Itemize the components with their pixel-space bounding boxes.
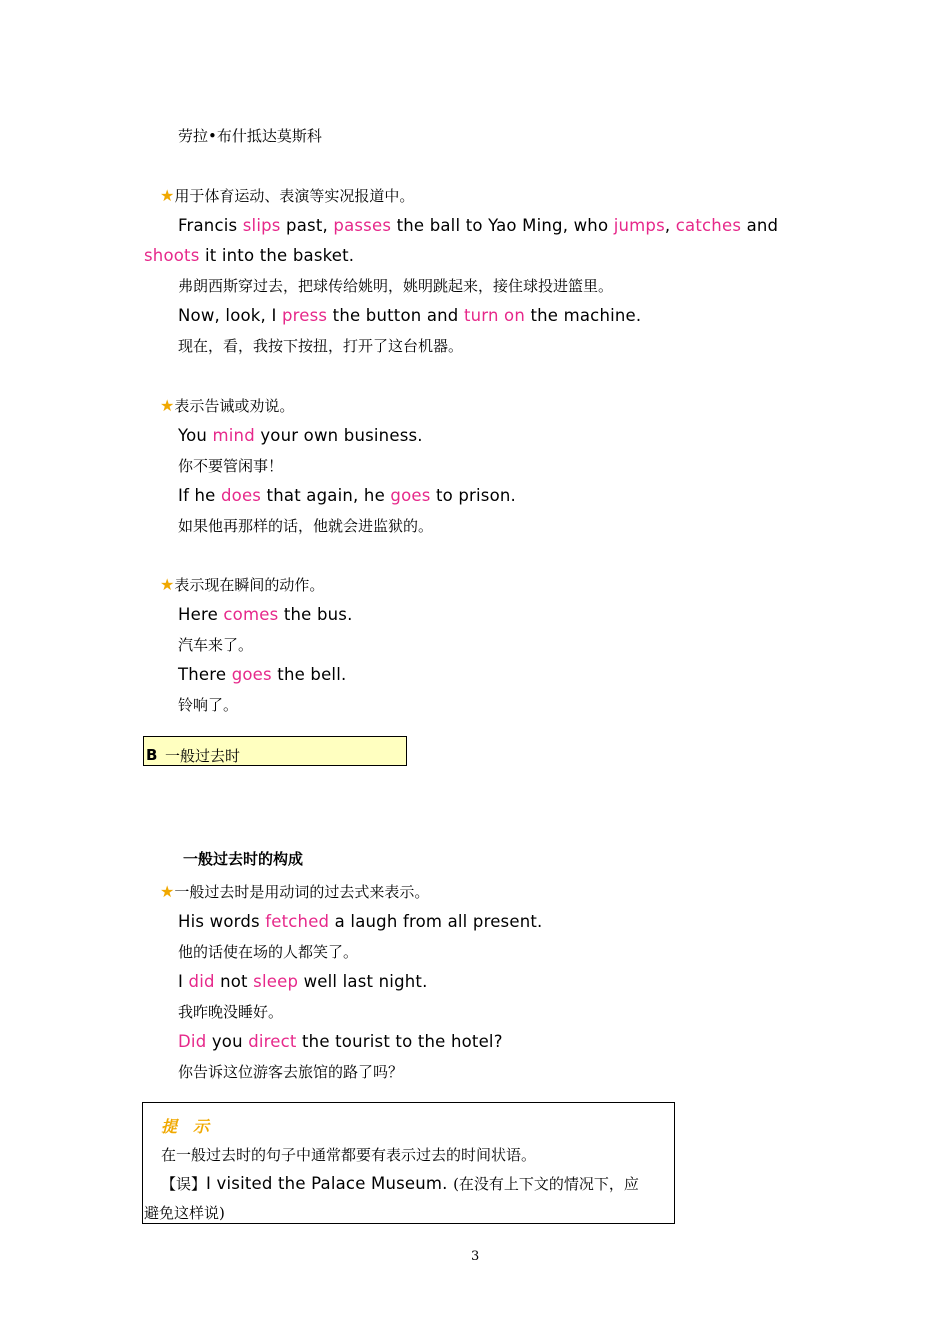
text: His words — [178, 912, 266, 931]
subheading: 一般过去时的构成 — [183, 850, 304, 868]
section-heading-live-report — [160, 185, 414, 206]
heading-text: 一般过去时是用动词的过去式来表示。 — [174, 883, 430, 901]
example-sentence — [178, 426, 423, 445]
text: the bell. — [271, 665, 347, 684]
example-sentence — [178, 912, 542, 931]
highlighted-verb: press — [281, 306, 328, 325]
example-sentence — [178, 665, 346, 684]
highlighted-verb: slips — [242, 216, 281, 235]
example-sentence-continued — [144, 246, 354, 265]
tip-wrong-example — [161, 1173, 639, 1194]
highlighted-verb: goes — [231, 665, 272, 684]
tip-line: 避免这样说) — [144, 1204, 225, 1222]
wrong-sentence: I visited the Palace Museum. — [206, 1174, 454, 1193]
highlighted-verb: sleep — [253, 972, 299, 991]
text: that again, he — [261, 486, 391, 505]
tip-box — [142, 1102, 675, 1224]
text: a laugh from all present. — [329, 912, 543, 931]
highlighted-verb: jumps — [613, 216, 665, 235]
wrong-note: (在没有上下文的情况下，应 — [453, 1175, 639, 1193]
highlighted-verb: mind — [212, 426, 255, 445]
highlighted-verb: fetched — [265, 912, 330, 931]
text: You — [178, 426, 213, 445]
text: , — [664, 216, 676, 235]
section-heading-past-form — [160, 881, 429, 902]
example-translation: 如果他再那样的话，他就会进监狱的。 — [178, 517, 434, 535]
wrong-label: 【误】 — [161, 1175, 207, 1193]
text: the ball to Yao Ming, who — [391, 216, 614, 235]
highlighted-verb: did — [188, 972, 215, 991]
section-title: 一般过去时 — [165, 747, 241, 765]
tip-line: 在一般过去时的句子中通常都要有表示过去的时间状语。 — [161, 1146, 537, 1164]
highlighted-verb: Did — [178, 1032, 207, 1051]
text: not — [214, 972, 254, 991]
example-sentence — [178, 486, 516, 505]
highlighted-verb: catches — [675, 216, 742, 235]
highlighted-verb: passes — [333, 216, 392, 235]
example-translation: 你告诉这位游客去旅馆的路了吗？ — [178, 1063, 404, 1081]
news-headline-line: 劳拉•布什抵达莫斯科 — [178, 127, 322, 145]
text: well last night. — [298, 972, 428, 991]
text: it into the basket. — [199, 246, 355, 265]
example-translation: 他的话使在场的人都笑了。 — [178, 943, 359, 961]
text: the tourist to the hotel? — [296, 1032, 503, 1051]
highlighted-verb: shoots — [144, 246, 200, 265]
section-heading-instant-action — [160, 574, 324, 595]
text: I — [178, 972, 189, 991]
text: Here — [178, 605, 224, 624]
example-sentence — [178, 216, 778, 235]
example-translation: 你不要管闲事！ — [178, 457, 284, 475]
tip-title: 提 示 — [161, 1117, 210, 1136]
example-translation: 我昨晚没睡好。 — [178, 1003, 284, 1021]
star-icon: ★ — [160, 396, 175, 415]
highlighted-verb: goes — [390, 486, 431, 505]
heading-text: 表示现在瞬间的动作。 — [174, 576, 325, 594]
text: There — [178, 665, 232, 684]
text: to prison. — [430, 486, 517, 505]
example-sentence — [178, 1032, 503, 1051]
highlighted-verb: does — [220, 486, 262, 505]
text: and — [741, 216, 779, 235]
highlighted-verb: direct — [248, 1032, 297, 1051]
text: the machine. — [525, 306, 642, 325]
text: your own business. — [254, 426, 423, 445]
text: Francis — [178, 216, 243, 235]
text: the bus. — [278, 605, 353, 624]
text: If he — [178, 486, 221, 505]
heading-text: 用于体育运动、表演等实况报道中。 — [174, 187, 415, 205]
example-translation: 弗朗西斯穿过去，把球传给姚明，姚明跳起来，接住球投进篮里。 — [178, 277, 614, 295]
star-icon: ★ — [160, 186, 175, 205]
example-sentence — [178, 605, 353, 624]
highlighted-verb: turn on — [463, 306, 526, 325]
section-b-header-box — [143, 736, 407, 766]
example-translation: 铃响了。 — [178, 696, 239, 714]
section-letter: B — [146, 746, 158, 764]
page-number: 3 — [471, 1249, 480, 1264]
text: past, — [280, 216, 334, 235]
text: the button and — [327, 306, 464, 325]
example-sentence — [178, 306, 641, 325]
section-heading-advice — [160, 395, 294, 416]
star-icon: ★ — [160, 575, 175, 594]
text: you — [206, 1032, 249, 1051]
text: Now, look, I — [178, 306, 282, 325]
highlighted-verb: comes — [223, 605, 279, 624]
example-translation: 现在，看，我按下按扭，打开了这台机器。 — [178, 337, 464, 355]
heading-text: 表示告诫或劝说。 — [174, 397, 295, 415]
star-icon: ★ — [160, 882, 175, 901]
example-sentence — [178, 972, 428, 991]
example-translation: 汽车来了。 — [178, 636, 254, 654]
